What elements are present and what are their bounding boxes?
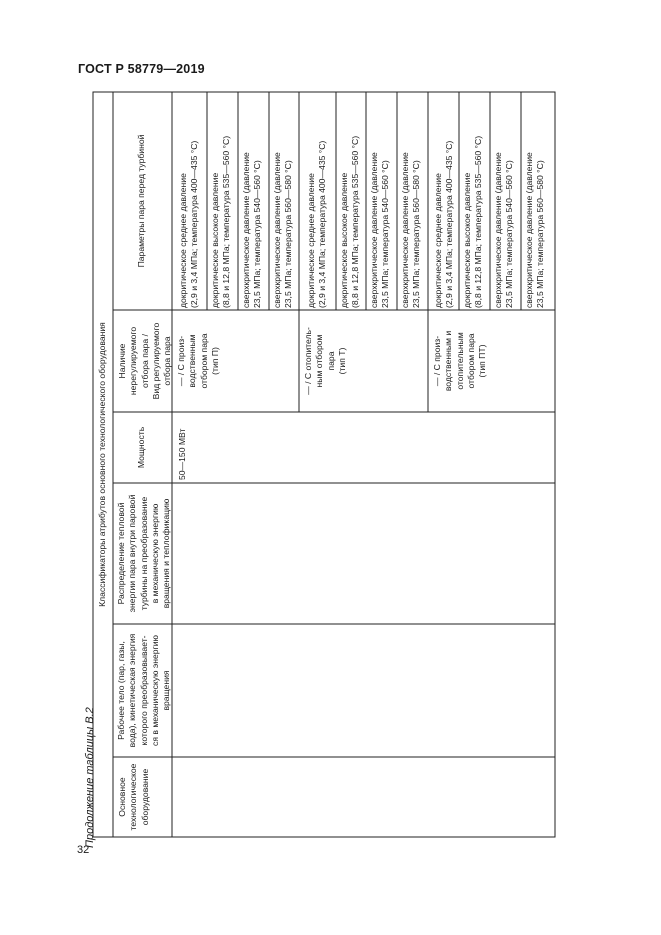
column-header-equipment: Основное технологическое оборудование <box>117 763 150 831</box>
page-number: 32 <box>77 844 90 856</box>
param-cell: докритическое среднее давление (2,9 и 3,4 МПа; температура 400—435 °С) <box>178 140 200 308</box>
table-caption: Продолжение таблицы В.2 <box>84 707 96 848</box>
param-cell: докритическое среднее давление (2,9 и 3,4 МПа; температура 400—435 °С) <box>433 140 455 308</box>
column-header-power: Мощность <box>136 426 146 469</box>
param-cell: сверхкритическое давление (давление 23,5 МПа; температура 560—580 °С) <box>400 152 422 308</box>
param-cell: сверхкритическое давление (давление 23,5 МПа; температура 560—580 °С) <box>524 152 546 308</box>
param-cell: докритическое среднее давление (2,9 и 3,4 МПа; температура 400—435 °С) <box>306 140 328 308</box>
param-cell: докритическое высокое давление (8,8 и 12,8 МПа; температура 535—560 °С) <box>462 135 484 308</box>
power-value: 50—150 МВт <box>177 428 187 480</box>
column-header-working-body: Рабочее тело (пар, газы, вода), кинетическая энергия которого преобразовывает- ся в механическую энергию вращения <box>116 633 172 748</box>
column-header-distribution: Распределение тепловой энергии пара внутри паровой турбины на преобразование в механическую энергию вращения и теплофикацию <box>116 494 172 613</box>
extraction-type-p: — / С произ- водственным отбором пара (тип П) <box>176 333 220 389</box>
column-header-extraction: Наличие нерегулируемого отбора пара / Вид регулируемого отбора пара <box>117 322 173 400</box>
param-cell: сверхкритическое давление (давление 23,5 МПа; температура 540—560 °С) <box>241 152 263 308</box>
param-cell: сверхкритическое давление (давление 23,5 МПа; температура 540—560 °С) <box>493 152 515 308</box>
column-header-params: Параметры пара перед турбиной <box>136 134 146 268</box>
param-cell: докритическое высокое давление (8,8 и 12,8 МПа; температура 535—560 °С) <box>339 135 361 308</box>
param-cell: докритическое высокое давление (8,8 и 12,8 МПа; температура 535—560 °С) <box>210 135 232 308</box>
extraction-type-pt: — / С произ- водственным и отопительным отбором пара (тип ПТ) <box>432 330 488 392</box>
extraction-type-t: — / С отопитель- ным отбором пара (тип Т) <box>303 327 347 395</box>
document-standard-header: ГОСТ Р 58779—2019 <box>78 62 205 76</box>
param-cell: сверхкритическое давление (давление 23,5 МПа; температура 560—580 °С) <box>272 152 294 308</box>
group-header: Классификаторы атрибутов основного технологического оборудования <box>97 322 107 607</box>
param-cell: сверхкритическое давление (давление 23,5 МПа; температура 540—560 °С) <box>369 152 391 308</box>
